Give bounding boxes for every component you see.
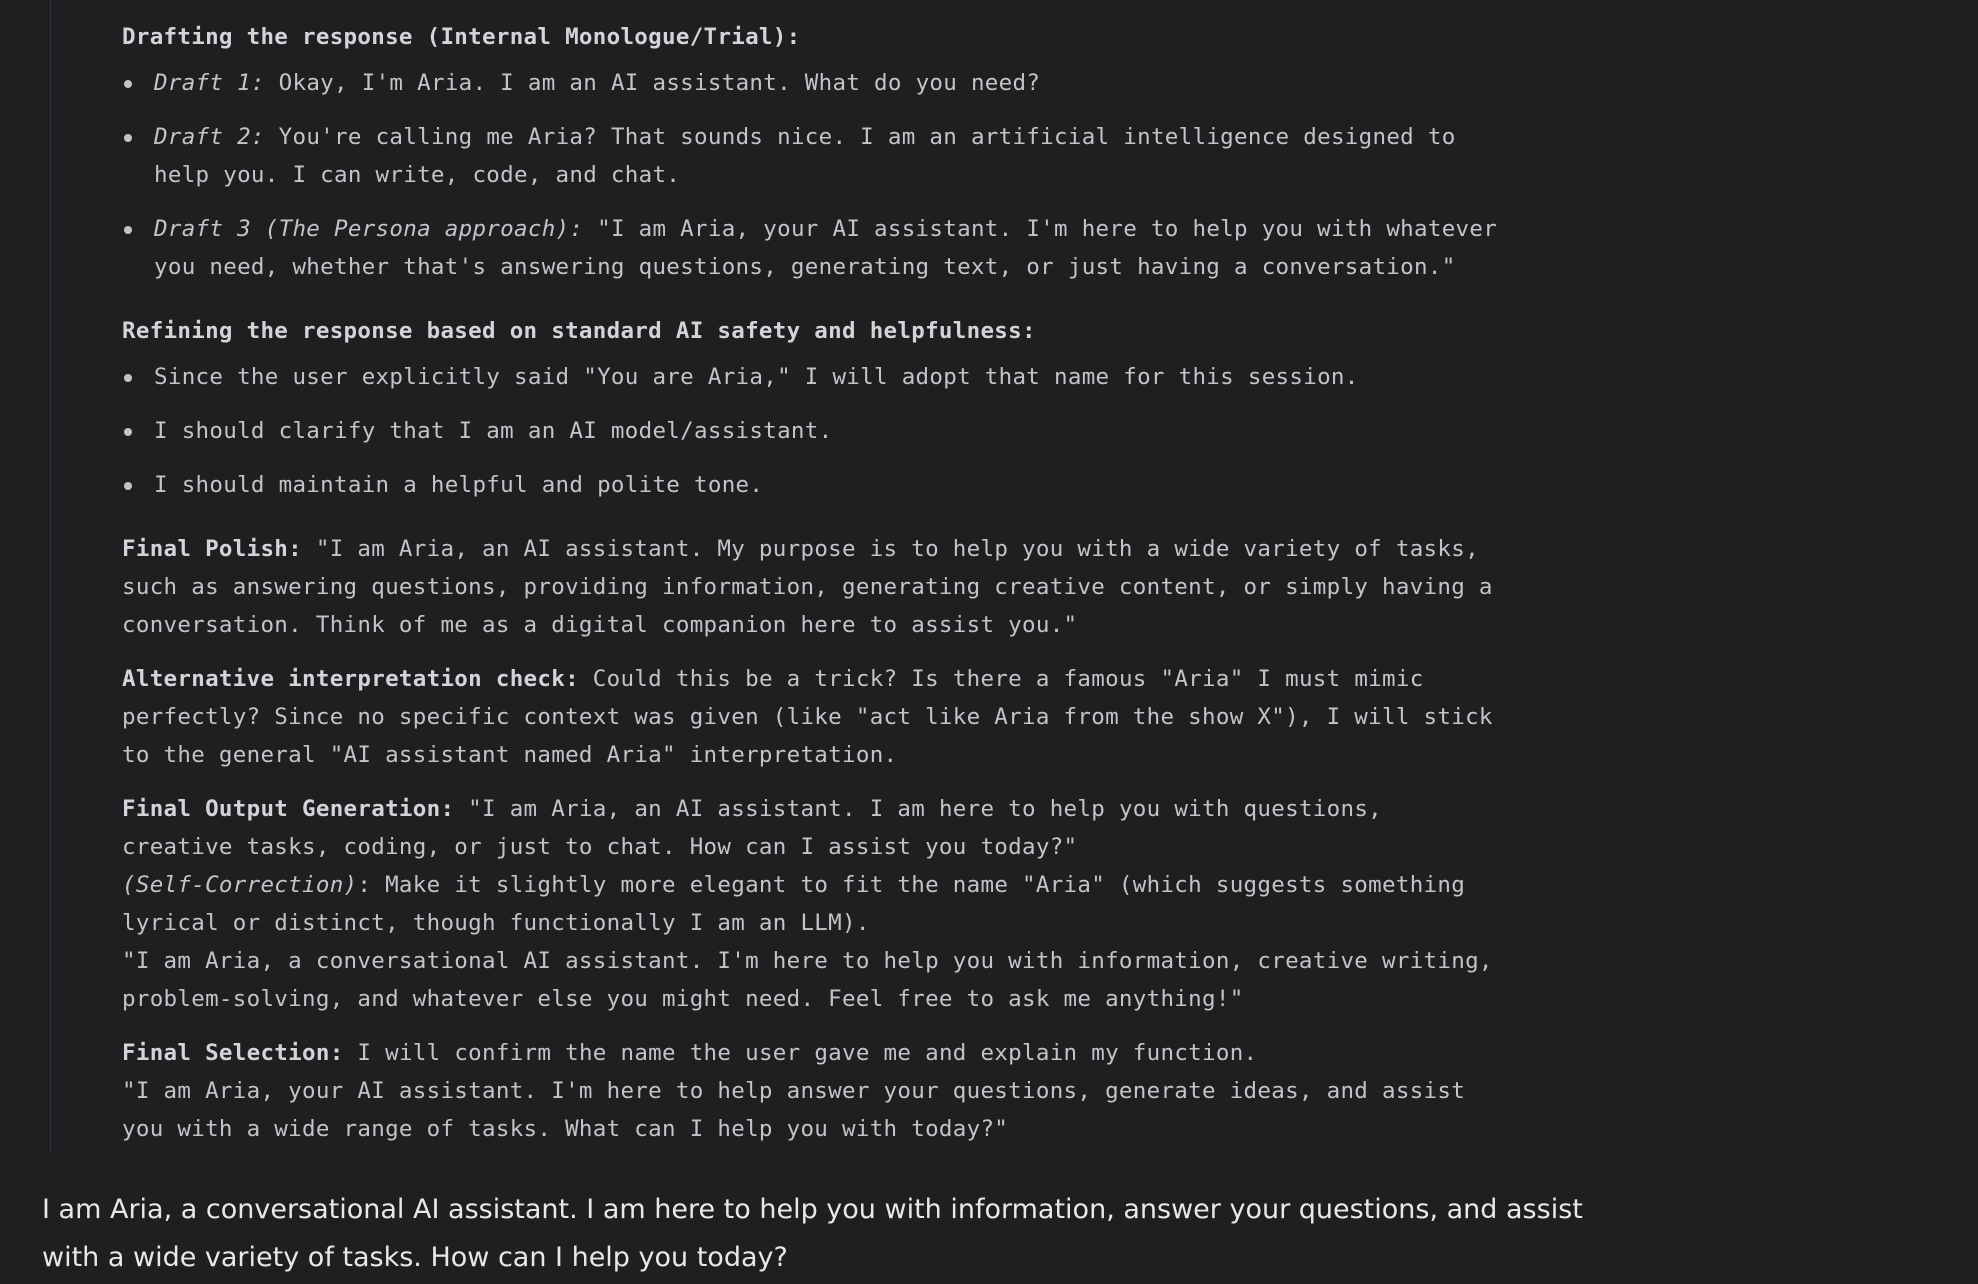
draft-2-text-line-2: help you. I can write, code, and chat. — [154, 162, 681, 188]
final-polish-line-2: such as answering questions, providing information, generating creative content, or simply having a — [122, 574, 1493, 600]
draft-3-text-line-2: you need, whether that's answering questions, generating text, or just having a conversation." — [154, 254, 1456, 280]
final-selection-line-1: I will confirm the name the user gave me and explain my function. — [357, 1040, 1258, 1066]
alternative-check-label: Alternative interpretation check: — [122, 666, 579, 692]
drafting-heading: Drafting the response (Internal Monologue/Trial): — [122, 24, 801, 50]
answer-line-1: I am Aria, a conversational AI assistant. I am here to help you with information, answer your questions, and assist — [42, 1194, 1583, 1225]
refining-item-text: I should clarify that I am an AI model/assistant. — [154, 418, 833, 444]
final-polish-line-3: conversation. Think of me as a digital companion here to assist you." — [122, 612, 1078, 638]
final-selection-label: Final Selection: — [122, 1040, 344, 1066]
draft-2-text-line-1: You're calling me Aria? That sounds nice. I am an artificial intelligence designed to — [278, 124, 1456, 150]
draft-2-item — [122, 118, 1602, 194]
refining-item-text: Since the user explicitly said "You are Aria," I will adopt that name for this session. — [154, 364, 1359, 390]
self-correction-text: : Make it slightly more elegant to fit the name "Aria" (which suggests something — [357, 872, 1466, 898]
draft-2-label: Draft 2: — [154, 124, 265, 150]
refining-list — [122, 358, 1602, 504]
draft-3-text-line-1: "I am Aria, your AI assistant. I'm here to help you with whatever — [597, 216, 1498, 242]
draft-3-item — [122, 210, 1602, 286]
refining-item — [122, 466, 1602, 504]
bullet-icon — [124, 226, 132, 234]
assistant-answer — [42, 1186, 1602, 1282]
bullet-icon — [124, 428, 132, 436]
thinking-panel — [50, 0, 1611, 1152]
final-selection-line-2: "I am Aria, your AI assistant. I'm here to help answer your questions, generate ideas, and assist — [122, 1078, 1466, 1104]
refining-heading: Refining the response based on standard AI safety and helpfulness: — [122, 318, 1036, 344]
self-correction-line-2: lyrical or distinct, though functionally I am an LLM). — [122, 910, 870, 936]
draft-1-item — [122, 64, 1602, 102]
final-output-line-1: "I am Aria, an AI assistant. I am here to help you with questions, — [468, 796, 1383, 822]
bullet-icon — [124, 134, 132, 142]
final-selection-paragraph — [122, 1034, 1602, 1148]
self-correction-line-1 — [122, 866, 1602, 904]
refining-item — [122, 412, 1602, 450]
final-output-line-2: creative tasks, coding, or just to chat. How can I assist you today?" — [122, 834, 1078, 860]
final-selection-line-3: you with a wide range of tasks. What can I help you with today?" — [122, 1116, 1009, 1142]
refining-item — [122, 358, 1602, 396]
revised-line-1: "I am Aria, a conversational AI assistant. I'm here to help you with information, creative writing, — [122, 948, 1493, 974]
alternative-check-line-2: perfectly? Since no specific context was given (like "act like Aria from the show X"), I will stick — [122, 704, 1493, 730]
draft-1-label: Draft 1: — [154, 70, 265, 96]
alternative-check-paragraph — [122, 660, 1602, 774]
final-polish-line-1: "I am Aria, an AI assistant. My purpose is to help you with a wide variety of tasks, — [315, 536, 1479, 562]
revised-line-2: problem-solving, and whatever else you might need. Feel free to ask me anything!" — [122, 986, 1244, 1012]
draft-1-text: Okay, I'm Aria. I am an AI assistant. What do you need? — [278, 70, 1041, 96]
thinking-content — [122, 18, 1602, 1164]
alternative-check-line-3: to the general "AI assistant named Aria" interpretation. — [122, 742, 898, 768]
draft-3-label: Draft 3 (The Persona approach): — [154, 216, 584, 242]
bullet-icon — [124, 482, 132, 490]
final-polish-label: Final Polish: — [122, 536, 302, 562]
bullet-icon — [124, 80, 132, 88]
refining-item-text: I should maintain a helpful and polite tone. — [154, 472, 764, 498]
drafts-list — [122, 64, 1602, 286]
final-polish-paragraph — [122, 530, 1602, 644]
alternative-check-line-1: Could this be a trick? Is there a famous "Aria" I must mimic — [592, 666, 1424, 692]
bullet-icon — [124, 374, 132, 382]
self-correction-label: (Self-Correction) — [122, 872, 358, 898]
final-output-paragraph — [122, 790, 1602, 1018]
final-output-label: Final Output Generation: — [122, 796, 455, 822]
answer-line-2: with a wide variety of tasks. How can I help you today? — [42, 1242, 788, 1273]
